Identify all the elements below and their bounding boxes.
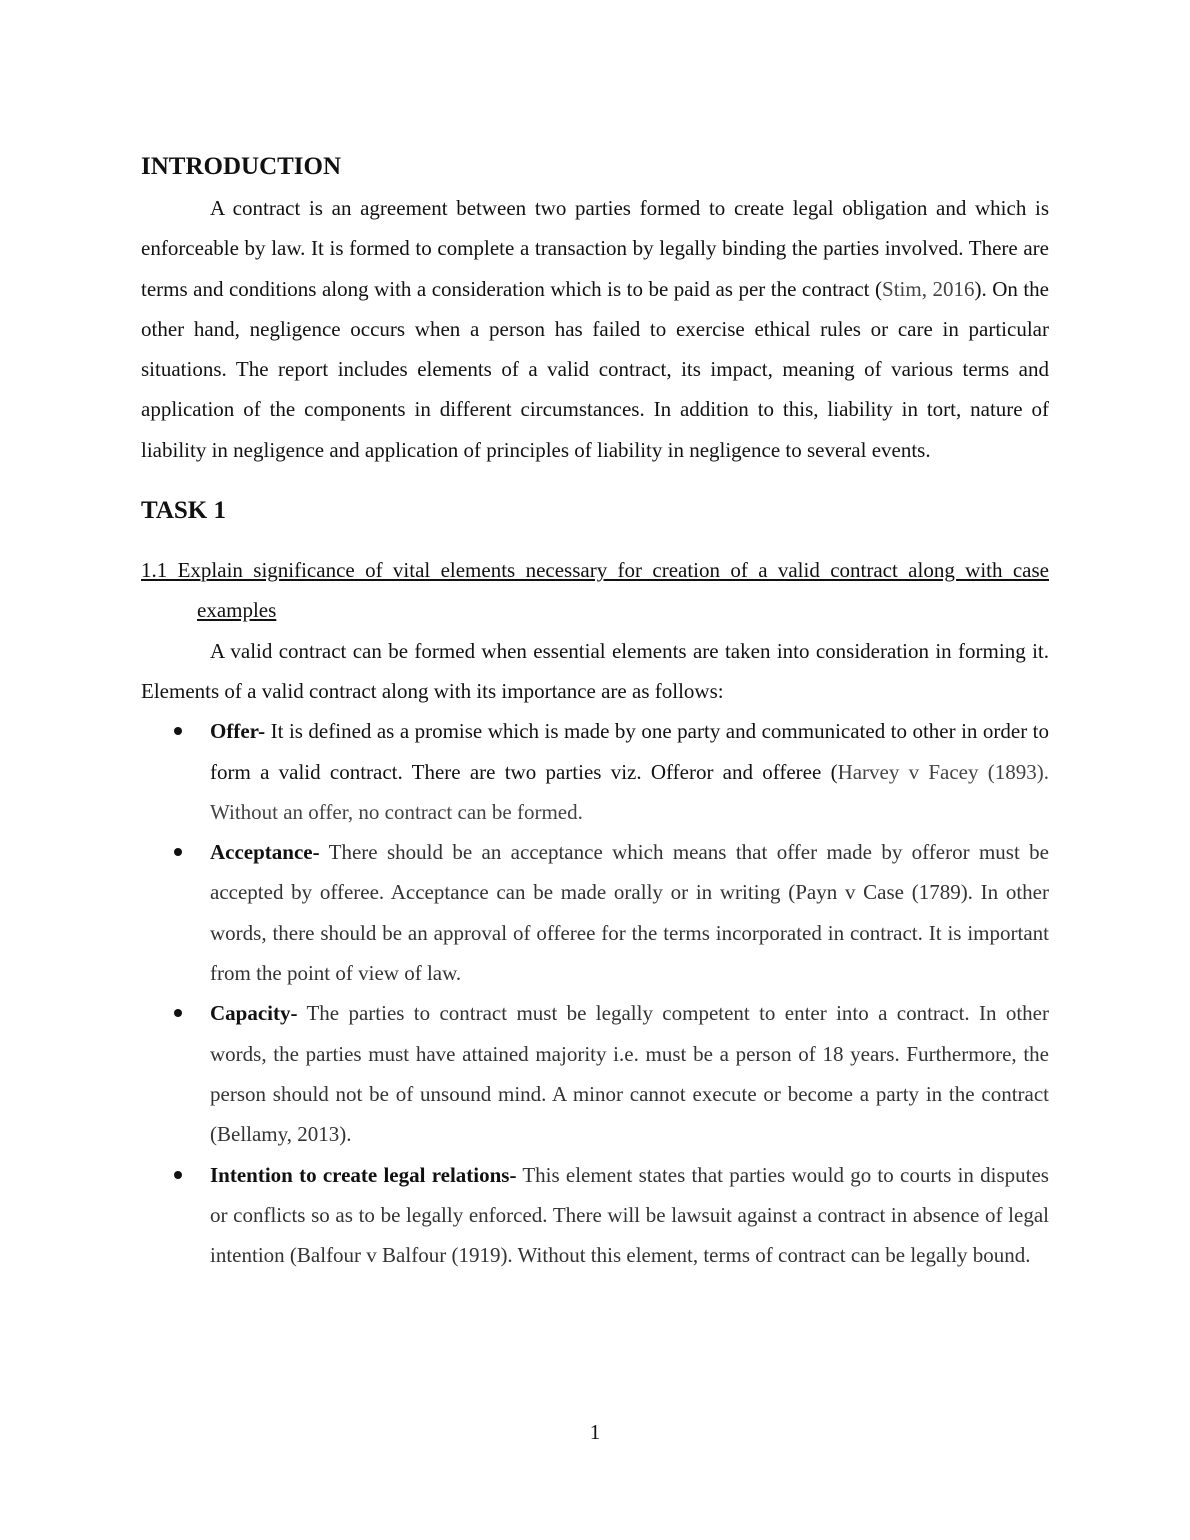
element-text: It is defined as a promise which is made by one party and communicated to other in order to form a valid contract. There are two parties viz. Offeror and offeree ( [210,719,1049,784]
task-1-intro-paragraph: A valid contract can be formed when essential elements are taken into consideration in forming it. Elements of a valid contract along with its importance are as follows: [141,638,1049,703]
task-1-1-subheading: 1.1 Explain significance of vital elements necessary for creation of a valid contract along with case examples [141,558,1049,623]
element-text: This element states that parties would go to courts in disputes or conflicts so as to be legally enforced. There will be lawsuit against a contract in absence of legal intention (Balfour v Balfour (1919). Without this element, terms of contract can be legally bound. [210,1162,1049,1268]
introduction-citation: Stim, 2016 [882,276,975,301]
introduction-text-part-2: ). On the other hand, negligence occurs when a person has failed to exercise ethical rules or care in particular situations. The report includes elements of a valid contract, its impact, meaning of various terms and application of the components in different circumstances. In addition to this, liability in tort, nature of liability in negligence and application of principles of liability in negligence to several events. [141,276,1050,462]
element-term: Capacity- [210,1001,298,1026]
contract-elements-list [141,711,1049,1275]
page-number: 1 [589,1420,601,1444]
list-item-offer [141,711,1049,832]
list-item-capacity [141,993,1049,1154]
element-text: The parties to contract must be legally competent to enter into a contract. In other words, the parties must have attained majority i.e. must be a person of 18 years. Furthermore, the person should not be of unsound mind. A minor cannot execute or become a party in the contract (Bellamy, 2013). [210,1001,1049,1147]
bullet-icon [174,1009,182,1017]
element-term: Acceptance- [210,840,320,865]
page-content [141,148,1049,1275]
bullet-icon [174,848,182,856]
element-term: Offer- [210,719,266,744]
list-item-intention [141,1155,1049,1276]
element-text: There should be an acceptance which means that offer made by offeror must be accepted by offeree. Acceptance can be made orally or in writing (Payn v Case (1789). In other words, there should be an approval of offeree for the terms incorporated in contract. It is important from the point of view of law. [210,840,1049,986]
list-item-acceptance [141,832,1049,993]
introduction-text-part-1: A contract is an agreement between two parties formed to create legal obligation and which is enforceable by law. It is formed to complete a transaction by legally binding the parties involved. There are terms and conditions along with a consideration which is to be paid as per the contract ( [141,196,1049,301]
bullet-icon [174,727,182,735]
introduction-heading: INTRODUCTION [141,153,342,180]
introduction-paragraph [141,188,1049,470]
task-1-heading: TASK 1 [141,497,226,525]
element-term: Intention to create legal relations- [210,1162,517,1187]
element-case-citation: Harvey v Facey (1893). Without an offer, no contract can be formed. [210,759,1049,824]
bullet-icon [174,1171,182,1179]
